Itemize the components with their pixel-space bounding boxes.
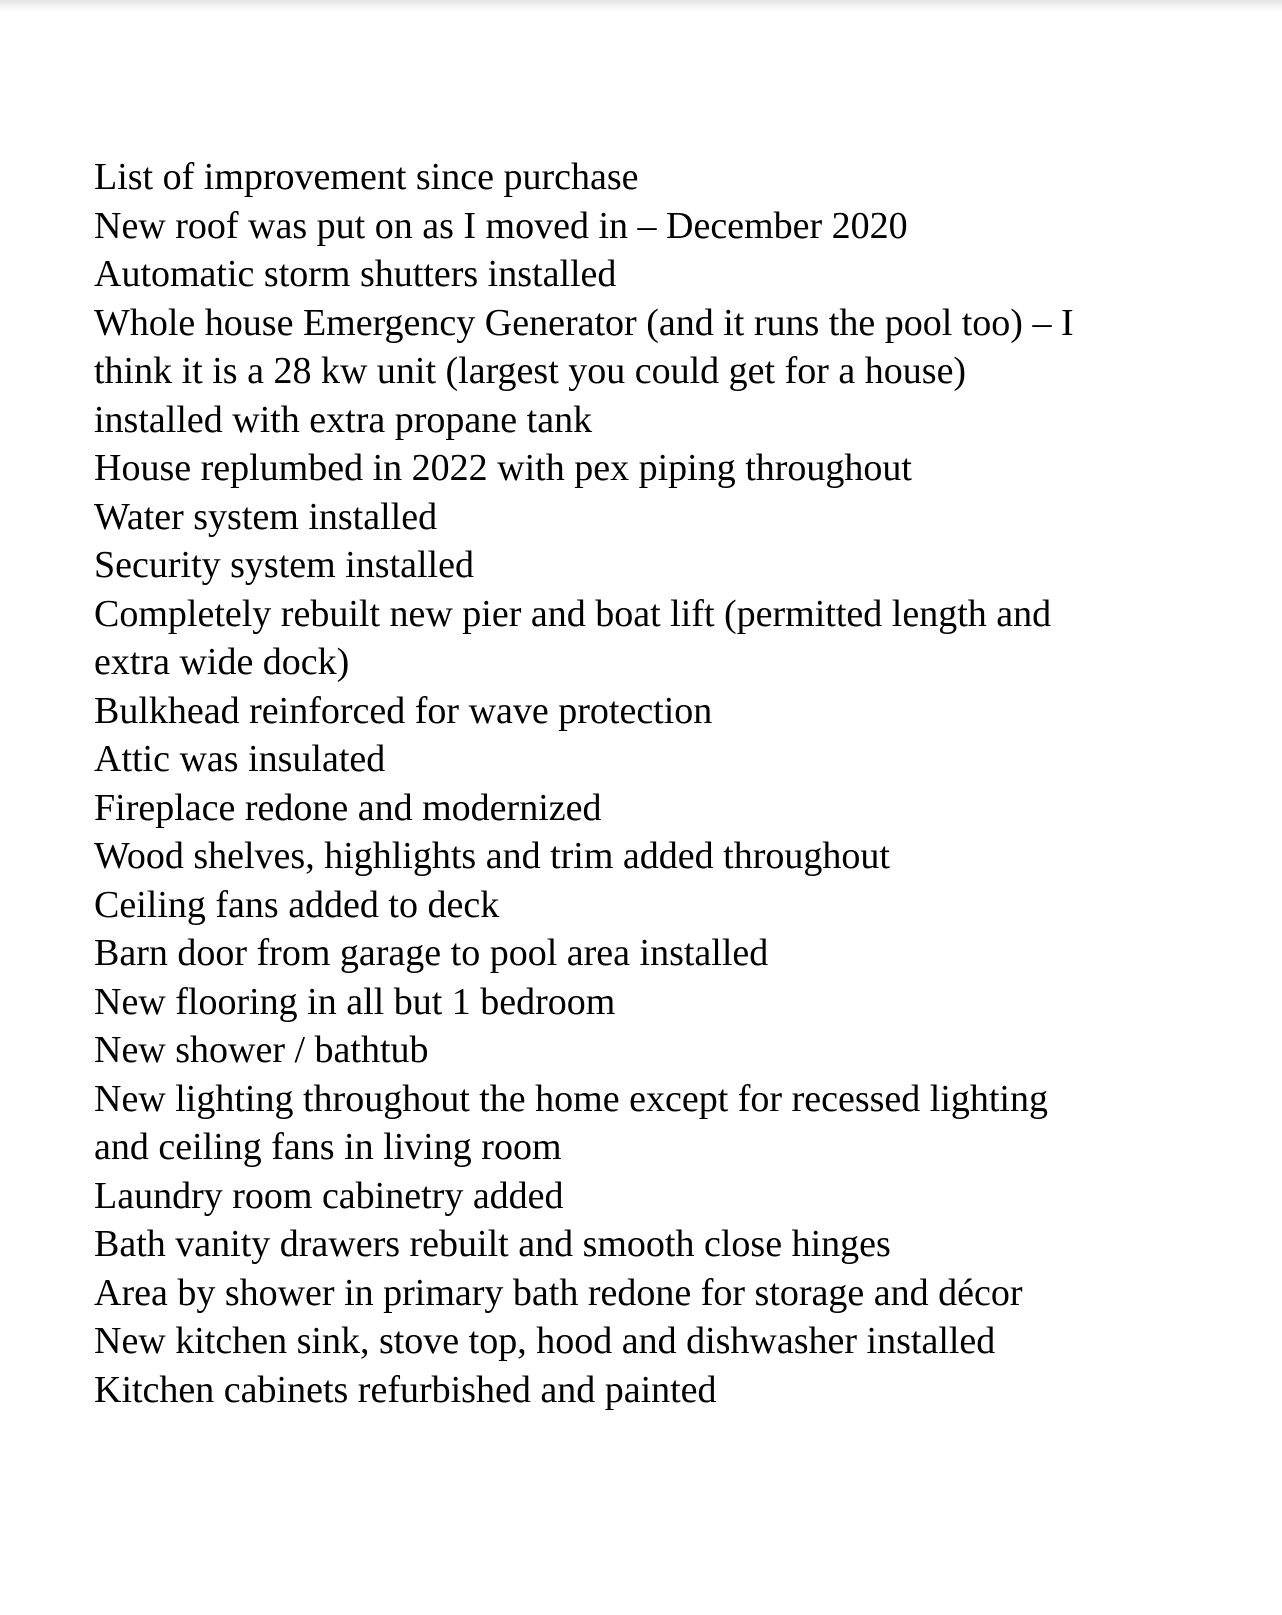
text-line: Kitchen cabinets refurbished and painted [94,1368,717,1411]
text-line: Completely rebuilt new pier and boat lift (permitted length and [94,592,1052,635]
text-line: think it is a 28 kw unit (largest you could get for a house) [94,350,967,392]
text-line: extra wide dock) [94,641,350,683]
text-line: New roof was put on as I moved in – December 2020 [94,204,908,247]
text-line: New kitchen sink, stove top, hood and dishwasher installed [94,1320,996,1362]
text-line: Whole house Emergency Generator (and it runs the pool too) – I [94,301,1074,344]
text-line: Fireplace redone and modernized [94,786,602,829]
text-line: and ceiling fans in living room [94,1126,562,1168]
text-line: House replumbed in 2022 with pex piping throughout [94,447,912,489]
text-line: Attic was insulated [94,738,386,780]
text-line: Bath vanity drawers rebuilt and smooth close hinges [94,1223,891,1265]
text-line: Automatic storm shutters installed [94,253,617,295]
document-title: List of improvement since purchase [94,156,639,198]
text-line: Area by shower in primary bath redone for storage and décor [94,1271,1023,1314]
text-line: Bulkhead reinforced for wave protection [94,689,713,732]
text-line: Laundry room cabinetry added [94,1174,564,1217]
text-line: installed with extra propane tank [94,398,593,441]
text-line: Water system installed [94,495,438,538]
text-line: New shower / bathtub [94,1029,429,1071]
text-line: Ceiling fans added to deck [94,883,500,926]
text-line: New flooring in all but 1 bedroom [94,980,616,1023]
top-edge-shadow [0,0,1282,12]
text-line: Barn door from garage to pool area installed [94,932,769,974]
text-line: New lighting throughout the home except for recessed lighting [94,1077,1048,1120]
text-line: Wood shelves, highlights and trim added throughout [94,835,890,877]
text-line: Security system installed [94,544,474,586]
document-body [94,153,1224,1414]
